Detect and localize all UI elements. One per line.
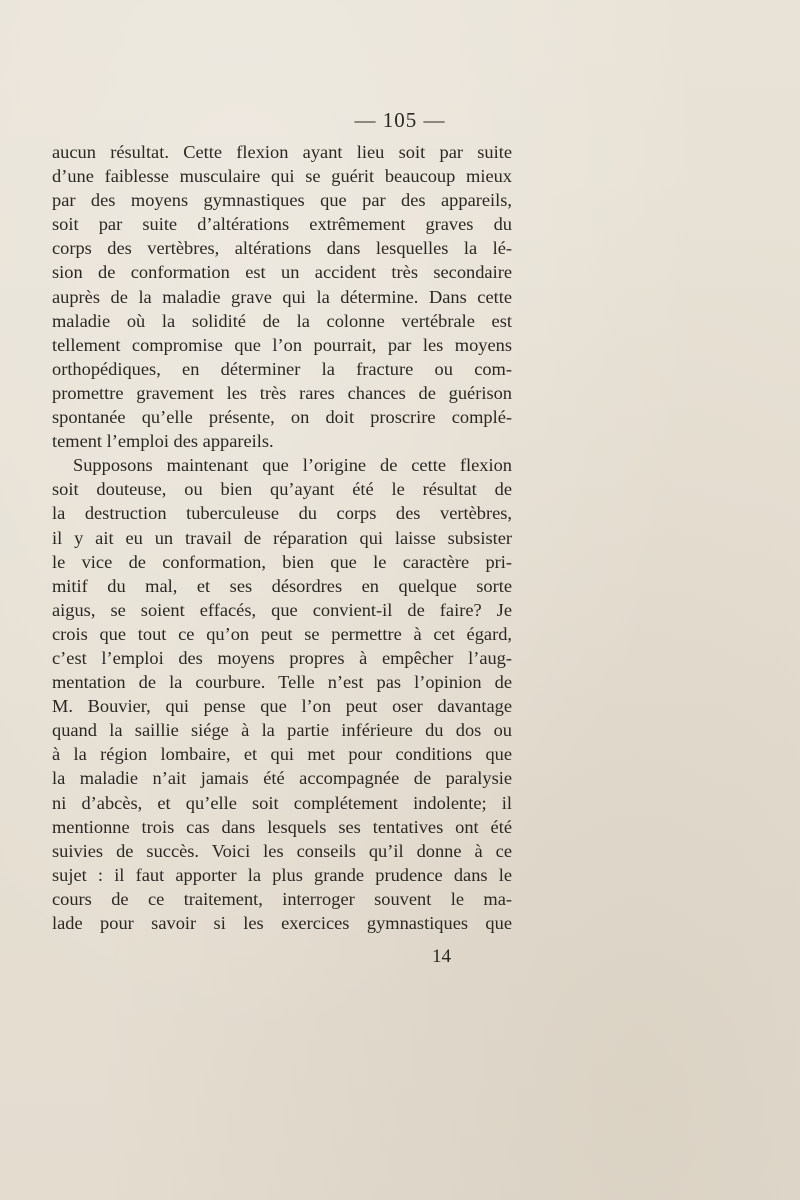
text-line: cours de ce traitement, interroger souvent le ma- bbox=[52, 888, 512, 909]
text-line: le vice de conformation, bien que le caractère pri- bbox=[52, 551, 512, 572]
text-line: sion de conformation est un accident très secondaire bbox=[52, 262, 512, 283]
text-line: spontanée qu’elle présente, on doit proscrire complé- bbox=[52, 407, 512, 428]
text-line: quand la saillie siége à la partie inférieure du dos ou bbox=[52, 720, 512, 741]
text-line: d’une faiblesse musculaire qui se guérit beaucoup mieux bbox=[52, 166, 512, 187]
text-line: crois que tout ce qu’on peut se permettre à cet égard, bbox=[52, 623, 512, 644]
text-line: la destruction tuberculeuse du corps des vertèbres, bbox=[52, 503, 512, 524]
signature-mark: 14 bbox=[432, 946, 451, 967]
text-line: aucun résultat. Cette flexion ayant lieu soit par suite bbox=[52, 142, 512, 162]
text-line: auprès de la maladie grave qui la détermine. Dans cette bbox=[52, 286, 512, 307]
page-number: — 105 — bbox=[354, 108, 446, 132]
text-line: suivies de succès. Voici les conseils qu’il donne à ce bbox=[52, 840, 512, 861]
text-line: il y ait eu un travail de réparation qui laisse subsister bbox=[52, 527, 512, 548]
paragraph-end-line: tement l’emploi des appareils. bbox=[52, 431, 274, 452]
text-line: c’est l’emploi des moyens propres à empêcher l’aug- bbox=[52, 647, 512, 668]
text-line: M. Bouvier, qui pense que l’on peut oser davantage bbox=[52, 696, 512, 717]
text-line: soit par suite d’altérations extrêmement graves du bbox=[52, 214, 512, 235]
text-line: aigus, se soient effacés, que convient-il de faire? Je bbox=[52, 599, 512, 620]
text-line: promettre gravement les très rares chances de guérison bbox=[52, 382, 512, 403]
text-line: mentionne trois cas dans lesquels ses tentatives ont été bbox=[52, 816, 512, 837]
text-line: à la région lombaire, et qui met pour conditions que bbox=[52, 744, 512, 765]
text-line: soit douteuse, ou bien qu’ayant été le résultat de bbox=[52, 479, 512, 500]
text-line: sujet : il faut apporter la plus grande prudence dans le bbox=[52, 864, 512, 885]
text-line: maladie où la solidité de la colonne vertébrale est bbox=[52, 310, 512, 331]
text-line: lade pour savoir si les exercices gymnastiques que bbox=[52, 913, 512, 933]
text-line: par des moyens gymnastiques que par des appareils, bbox=[52, 190, 512, 211]
text-line: corps des vertèbres, altérations dans lesquelles la lé- bbox=[52, 238, 512, 259]
text-line: ni d’abcès, et qu’elle soit complétement indolente; il bbox=[52, 792, 512, 813]
paragraph-start-line: Supposons maintenant que l’origine de cette flexion bbox=[73, 455, 512, 476]
text-line: orthopédiques, en déterminer la fracture ou com- bbox=[52, 358, 512, 379]
body-text bbox=[52, 140, 512, 935]
text-line: la maladie n’ait jamais été accompagnée de paralysie bbox=[52, 768, 512, 789]
text-line: mentation de la courbure. Telle n’est pas l’opinion de bbox=[52, 672, 512, 693]
text-line: tellement compromise que l’on pourrait, par les moyens bbox=[52, 334, 512, 355]
text-line: mitif du mal, et ses désordres en quelque sorte bbox=[52, 575, 512, 596]
